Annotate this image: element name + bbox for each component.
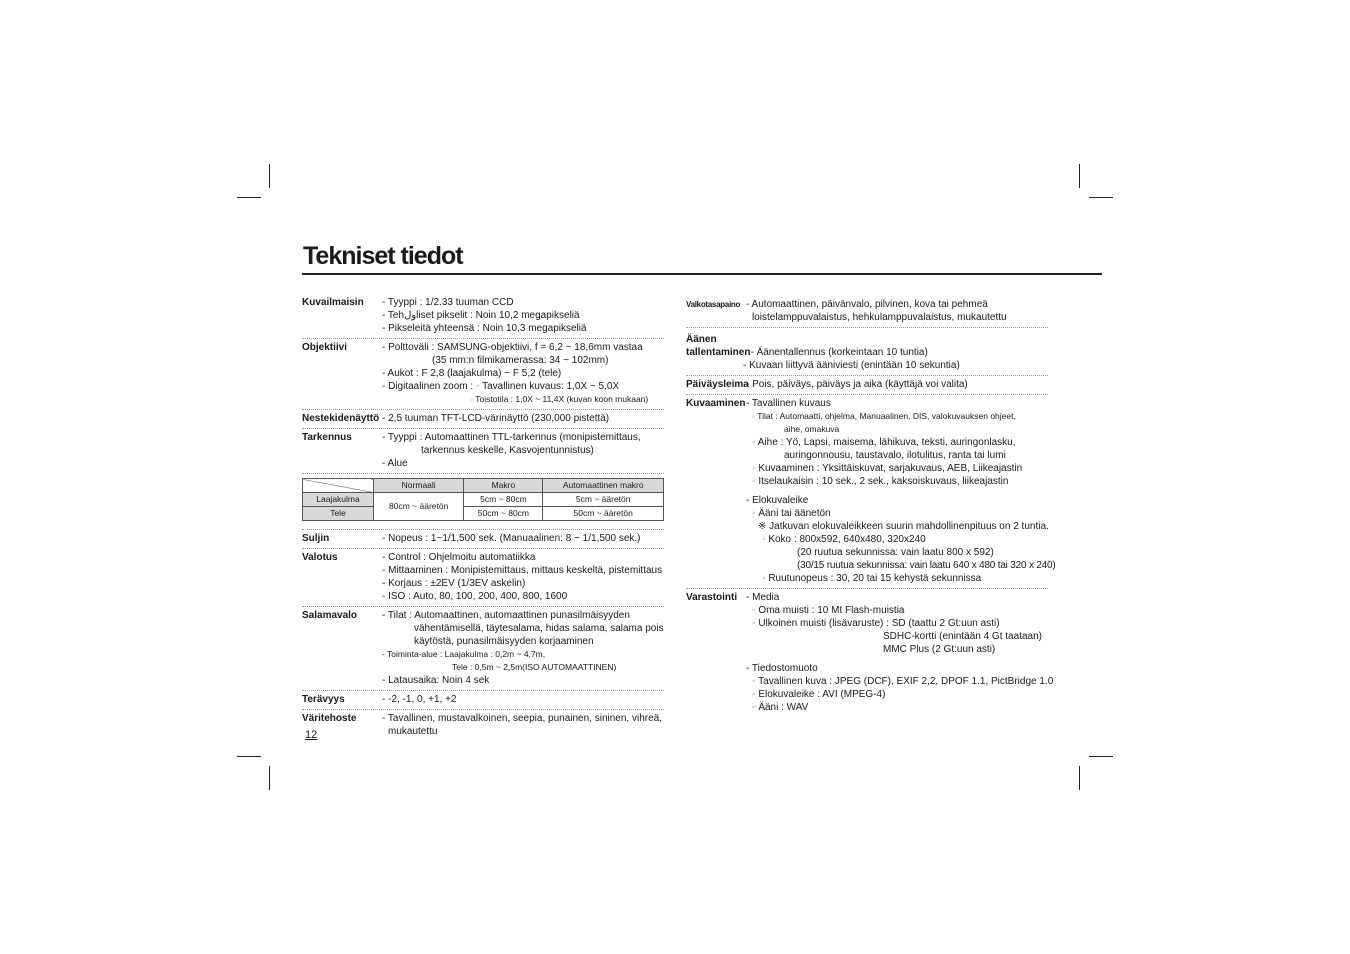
table-cell: 5cm ~ ääretön: [543, 493, 664, 507]
right-column: [686, 296, 1056, 717]
sub-bullet-icon: ◦: [752, 508, 756, 519]
spec-line: - Tiedostomuoto: [746, 663, 818, 674]
crop-mark: [1079, 766, 1080, 790]
spec-line: - Media: [746, 592, 780, 603]
spec-content: [382, 693, 664, 706]
spec-line: [382, 380, 664, 393]
spec-text: Tavallinen kuva : JPEG (DCF), EXIF 2,2, DPOF 1.1, PictBridge 1.0: [758, 676, 1054, 687]
spec-line: - Latausaika: Noin 4 sek: [382, 675, 490, 686]
spec-line: - Tyyppi : 1/2.33 tuuman CCD: [382, 297, 514, 308]
spec-line: [746, 475, 1056, 488]
spec-line: - Toiminta-alue : Laajakulma : 0,2m ~ 4,7m,: [382, 649, 546, 659]
spec-label: Varastointi: [686, 592, 738, 603]
spec-label: Valkotasapaino: [686, 300, 741, 309]
spec-content: [382, 609, 664, 687]
spec-line: käytöstä, punasilmäisyyden korjaaminen: [414, 636, 594, 647]
spec-row-valkotasapaino: [686, 296, 1048, 328]
spec-text: Tavallinen kuvaus: 1,0X ~ 5,0X: [482, 381, 620, 392]
spec-row-aanen-tallentaminen: [686, 328, 1048, 376]
page-title: Tekniset tiedot: [303, 242, 463, 270]
sub-bullet-icon: ◦: [762, 573, 766, 584]
spec-line: - Nopeus : 1~1/1,500 sek. (Manuaalinen: 8 ~ 1/1,500 sek.): [382, 533, 641, 544]
table-header-cell: Normaali: [374, 479, 464, 493]
spec-line: aihe, omakuva: [784, 424, 840, 434]
sub-bullet-icon: ◦: [752, 463, 756, 474]
spec-label: Suljin: [302, 533, 330, 544]
table-header-cell: Automaattinen makro: [543, 479, 664, 493]
spec-line: auringonnousu, taustavalo, ilotulitus, ranta tai lumi: [784, 450, 1006, 461]
sub-bullet-icon: ◦: [752, 605, 756, 616]
spec-line: [746, 675, 1053, 688]
spec-label: Kuvailmaisin: [302, 297, 364, 308]
spec-line: [746, 410, 1056, 423]
sub-bullet-icon: ◦: [475, 381, 480, 392]
spec-label: Nestekidenäyttö: [302, 413, 380, 424]
spec-line: - Tilat : Automaattinen, automaattinen punasilmäisyyden: [382, 610, 630, 621]
spec-row-objektiivi: [302, 339, 664, 410]
sub-bullet-icon: ◦: [752, 476, 756, 487]
spec-line: tarkennus keskelle, Kasvojentunnistus): [421, 445, 594, 456]
spec-label: Salamavalo: [302, 610, 358, 621]
sub-bullet-icon: ◦: [470, 394, 474, 404]
spec-content: [382, 296, 664, 335]
table-row-header: Tele: [303, 507, 374, 521]
spec-line: - Pikseleitä yhteensä : Noin 10,3 megapikseliä: [382, 323, 587, 334]
spec-line: loistelamppuvalaistus, hehkulamppuvalaistus, mukautettu: [752, 312, 1007, 323]
spec-text: Kuvaaminen : Yksittäiskuvat, sarjakuvaus, AEB, Liikeajastin: [758, 463, 1023, 474]
spec-line: (20 ruutua sekunnissa: vain laatu 800 x 592): [797, 547, 994, 558]
spec-label: Valotus: [302, 552, 338, 563]
spec-content: [382, 341, 664, 406]
spec-line: [746, 701, 1053, 714]
spec-row-valotus: [302, 549, 664, 607]
spec-line: - -2, -1, 0, +1, +2: [382, 694, 457, 705]
spec-line: - Kuvaan liittyvä ääniviesti (enintään 10 sekuntia): [743, 360, 960, 371]
table-cell: 80cm ~ ääretön: [374, 493, 464, 521]
spec-label: Kuvaaminen: [686, 398, 746, 409]
table-cell: 5cm ~ 80cm: [464, 493, 543, 507]
spec-line: [746, 507, 1056, 520]
sub-bullet-icon: ◦: [752, 689, 756, 700]
spec-line: - Pois, päiväys, päiväys ja aika (käyttäjä voi valita): [746, 379, 968, 390]
spec-content: [746, 298, 1048, 324]
spec-label: Objektiivi: [302, 342, 348, 353]
crop-mark: [1089, 756, 1113, 757]
spec-line: (35 mm:n filmikamerassa: 34 ~ 102mm): [432, 355, 609, 366]
spec-line: [746, 688, 1053, 701]
spec-text: Oma muisti : 10 Mt Flash-muistia: [758, 605, 905, 616]
spec-line: vähentämisellä, täytesalama, hidas salama, salama pois: [414, 623, 664, 634]
spec-text: Aihe : Yö, Lapsi, maisema, lähikuva, teksti, auringonlasku,: [757, 437, 1016, 448]
spec-text: Koko : 800x592, 640x480, 320x240: [768, 534, 926, 545]
spec-line: - Tehولliset pikselit : Noin 10,2 megapikseliä: [382, 310, 580, 321]
spec-text: Ääni : WAV: [758, 702, 809, 713]
spec-text: Elokuvaleike : AVI (MPEG-4): [758, 689, 886, 700]
spec-line: [746, 533, 1056, 546]
spec-line: - Elokuvaleike: [746, 495, 809, 506]
sub-bullet-icon: ◦: [752, 702, 756, 713]
spec-line-group: [686, 346, 1048, 359]
spec-row-teravyys: [302, 691, 664, 710]
spec-text: Ääni tai äänetön: [758, 508, 831, 519]
spec-content: [382, 532, 664, 545]
table-row: [303, 493, 664, 507]
sub-bullet-icon: ◦: [752, 618, 756, 629]
spec-row-kuvailmaisin: [302, 294, 664, 339]
spec-label: Tarkennus: [302, 432, 352, 443]
table-cell: 50cm ~ 80cm: [464, 507, 543, 521]
focus-range-table: [302, 478, 664, 521]
spec-line: MMC Plus (2 Gt:uun asti): [883, 644, 996, 655]
spec-text: Ulkoinen muisti (lisävaruste) : SD (taattu 2 Gt:uun asti): [758, 618, 1000, 629]
table-corner-cell: [303, 479, 374, 493]
spec-line: Tele : 0,5m ~ 2,5m(ISO AUTOMAATTINEN): [452, 662, 617, 672]
spec-row-kuvaaminen: [686, 395, 1056, 589]
spec-note: ※ Jatkuvan elokuvaleikkeen suurin mahdollinenpituus on 2 tuntia.: [758, 521, 1049, 532]
spec-label: Terävyys: [302, 694, 345, 705]
crop-mark: [269, 766, 270, 790]
spec-line: [746, 462, 1056, 475]
spec-line: - Korjaus : ±2EV (1/3EV askelin): [382, 578, 526, 589]
table-header-row: [303, 479, 664, 493]
spec-line: SDHC-kortti (enintään 4 Gt taataan): [883, 631, 1042, 642]
spec-text: Toistotila : 1,0X ~ 11,4X (kuvan koon mukaan): [475, 394, 649, 404]
spec-label: tallentaminen: [686, 347, 751, 358]
sub-bullet-icon: ◦: [752, 437, 756, 448]
spec-line: [382, 393, 664, 406]
spec-line: - Automaattinen, päivänvalo, pilvinen, kova tai pehmeä: [746, 299, 988, 310]
spec-row-varastointi: [686, 589, 1054, 717]
spec-line: (30/15 ruutua sekunnissa: vain laatu 640 x 480 tai 320 x 240): [797, 560, 1056, 571]
crop-mark: [269, 164, 270, 188]
spec-label: Äänen: [686, 334, 717, 345]
table-cell: 50cm ~ ääretön: [543, 507, 664, 521]
title-rule: [302, 273, 1102, 275]
spec-line: mukautettu: [388, 726, 438, 737]
spec-text: Itselaukaisin : 10 sek., 2 sek., kaksoiskuvaus, liikeajastin: [758, 476, 1009, 487]
spec-line: - 2,5 tuuman TFT-LCD-värinäyttö (230,000 pistettä): [382, 413, 610, 424]
crop-mark: [1079, 164, 1080, 188]
spec-text: Tilat : Automaatti, ohjelma, Manuaalinen, DIS, valokuvauksen ohjeet,: [757, 411, 1016, 421]
spec-line: - Äänentallennus (korkeintaan 10 tuntia): [750, 347, 928, 358]
spec-text: - Digitaalinen zoom :: [382, 381, 474, 392]
spec-line: - Polttoväli : SAMSUNG-objektiivi, f = 6,2 ~ 18,6mm vastaa: [382, 342, 643, 353]
crop-mark: [1089, 197, 1113, 198]
spec-row-tarkennus: [302, 429, 664, 474]
sub-bullet-icon: ◦: [762, 534, 766, 545]
spec-content: [382, 551, 664, 603]
spec-row-nestekidenaytto: [302, 410, 664, 429]
left-column: [302, 294, 664, 741]
spec-content: [382, 431, 664, 470]
sub-bullet-icon: ◦: [752, 411, 756, 421]
page-number: 12: [305, 729, 318, 741]
sub-bullet-icon: ◦: [752, 676, 756, 687]
spec-row-paivaysleima: [686, 376, 1048, 395]
crop-mark: [237, 197, 261, 198]
spec-label: Päiväysleima: [686, 379, 749, 390]
spec-line: [746, 572, 1056, 585]
spec-line: [746, 604, 1053, 617]
spec-line: - Control : Ohjelmoitu automatiikka: [382, 552, 536, 563]
spec-content: [382, 412, 664, 425]
spec-row-varitehoste: [302, 710, 664, 741]
spec-content: [746, 591, 1053, 714]
crop-mark: [237, 756, 261, 757]
spec-text: Ruutunopeus : 30, 20 tai 15 kehystä sekunnissa: [768, 573, 982, 584]
spec-line: - Mittaaminen : Monipistemittaus, mittaus keskeltä, pistemittaus: [382, 565, 663, 576]
table-row: [303, 507, 664, 521]
spec-line: - Tyyppi : Automaattinen TTL-tarkennus (monipistemittaus,: [382, 432, 641, 443]
spec-line: - Tavallinen, mustavalkoinen, seepia, punainen, sininen, vihreä,: [382, 713, 662, 724]
spec-line: - Aukot : F 2,8 (laajakulma) ~ F 5,2 (tele): [382, 368, 562, 379]
spec-line: [746, 617, 1053, 630]
spec-label: Väritehoste: [302, 713, 357, 724]
spec-row-salamavalo: [302, 607, 664, 691]
spec-line: - Tavallinen kuvaus: [746, 398, 831, 409]
spec-row-suljin: [302, 529, 664, 549]
spec-line: [746, 436, 1056, 449]
spec-line: - Alue: [382, 458, 408, 469]
spec-content: [382, 712, 664, 738]
table-header-cell: Makro: [464, 479, 543, 493]
spec-line: - ISO : Auto, 80, 100, 200, 400, 800, 1600: [382, 591, 568, 602]
spec-content: [746, 397, 1056, 585]
spec-content: [746, 378, 1048, 391]
table-row-header: Laajakulma: [303, 493, 374, 507]
